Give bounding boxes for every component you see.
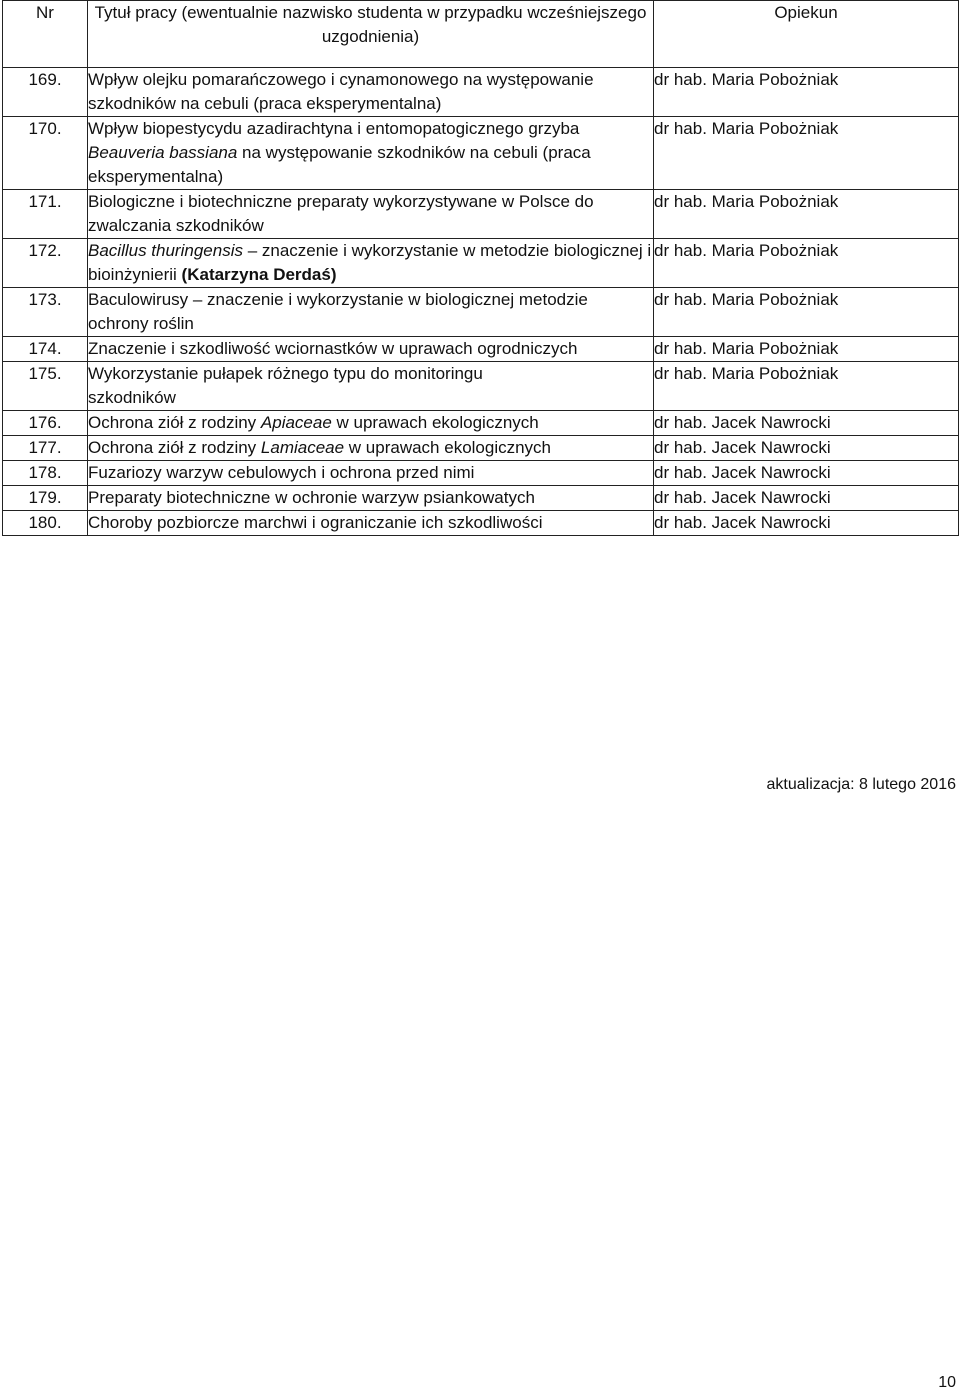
header-supervisor: Opiekun [654, 1, 959, 68]
table-row [3, 362, 959, 411]
title-italic-family: Apiaceae [260, 413, 332, 432]
row-title [88, 461, 654, 486]
row-number: 176. [3, 411, 88, 436]
row-number: 177. [3, 436, 88, 461]
table-row [3, 486, 959, 511]
title-text: Fuzariozy warzyw cebulowych i ochrona przed nimi [88, 463, 475, 482]
table-row [3, 239, 959, 288]
title-text: Biologiczne i biotechniczne preparaty wykorzystywane w Polsce do zwalczania szkodników [88, 192, 594, 235]
update-note: aktualizacja: 8 lutego 2016 [766, 776, 956, 793]
title-text-continued: w uprawach ekologicznych [331, 413, 539, 432]
thesis-topics-table [2, 0, 959, 536]
row-title [88, 511, 654, 536]
row-title [88, 117, 654, 190]
row-number: 174. [3, 337, 88, 362]
title-text: Choroby pozbiorcze marchwi i ograniczanie ich szkodliwości [88, 513, 543, 532]
row-supervisor: dr hab. Maria Pobożniak [654, 68, 959, 117]
row-number: 179. [3, 486, 88, 511]
row-title [88, 362, 654, 411]
page-number: 10 [938, 1374, 956, 1391]
title-italic-family: Lamiaceae [260, 438, 345, 457]
row-number: 171. [3, 190, 88, 239]
row-number: 180. [3, 511, 88, 536]
row-supervisor: dr hab. Jacek Nawrocki [654, 436, 959, 461]
title-text: Ochrona ziół z rodziny [88, 413, 261, 432]
row-number: 175. [3, 362, 88, 411]
title-student-name: (Katarzyna Derdaś) [181, 265, 337, 284]
row-number: 173. [3, 288, 88, 337]
table-row [3, 411, 959, 436]
table-header-row [3, 1, 959, 68]
header-title: Tytuł pracy (ewentualnie nazwisko studenta w przypadku wcześniejszego uzgodnienia) [88, 1, 654, 68]
table-row [3, 436, 959, 461]
title-text-continued: w uprawach ekologicznych [344, 438, 552, 457]
row-supervisor: dr hab. Maria Pobożniak [654, 117, 959, 190]
row-title [88, 486, 654, 511]
title-text: Wpływ olejku pomarańczowego i cynamonowego na występowanie szkodników na cebuli (praca eksperymentalna) [88, 70, 594, 113]
row-supervisor: dr hab. Maria Pobożniak [654, 362, 959, 411]
row-number: 178. [3, 461, 88, 486]
title-text: Wykorzystanie pułapek różnego typu do monitoringu szkodników [88, 364, 483, 407]
row-number: 169. [3, 68, 88, 117]
title-text: Wpływ biopestycydu azadirachtyna i entomopatogicznego grzyba [88, 119, 580, 138]
row-supervisor: dr hab. Jacek Nawrocki [654, 461, 959, 486]
table-row [3, 117, 959, 190]
row-supervisor: dr hab. Jacek Nawrocki [654, 411, 959, 436]
row-number: 172. [3, 239, 88, 288]
row-supervisor: dr hab. Maria Pobożniak [654, 239, 959, 288]
row-title [88, 239, 654, 288]
row-title [88, 288, 654, 337]
row-supervisor: dr hab. Maria Pobożniak [654, 337, 959, 362]
row-supervisor: dr hab. Maria Pobożniak [654, 190, 959, 239]
row-title [88, 337, 654, 362]
title-text: Znaczenie i szkodliwość wciornastków w uprawach ogrodniczych [88, 339, 578, 358]
row-title [88, 68, 654, 117]
table-row [3, 337, 959, 362]
table-row [3, 461, 959, 486]
title-text: – znaczenie i wykorzystanie w metodzie biologicznej i bioinżynierii [88, 241, 652, 284]
row-title [88, 436, 654, 461]
row-supervisor: dr hab. Maria Pobożniak [654, 288, 959, 337]
title-text: Baculowirusy – znaczenie i wykorzystanie w biologicznej metodzie ochrony roślin [88, 290, 588, 333]
title-italic-species: Bacillus thuringensis [88, 241, 243, 260]
title-italic-species: Beauveria bassiana [88, 143, 238, 162]
title-text-continued: na występowanie szkodników na cebuli (praca eksperymentalna) [88, 143, 591, 186]
row-supervisor: dr hab. Jacek Nawrocki [654, 511, 959, 536]
row-supervisor: dr hab. Jacek Nawrocki [654, 486, 959, 511]
row-number: 170. [3, 117, 88, 190]
row-title [88, 190, 654, 239]
title-text: Ochrona ziół z rodziny [88, 438, 261, 457]
header-nr: Nr [3, 1, 88, 68]
table-row [3, 190, 959, 239]
table-row [3, 68, 959, 117]
table-row [3, 511, 959, 536]
table-row [3, 288, 959, 337]
title-text: Preparaty biotechniczne w ochronie warzyw psiankowatych [88, 488, 535, 507]
row-title [88, 411, 654, 436]
